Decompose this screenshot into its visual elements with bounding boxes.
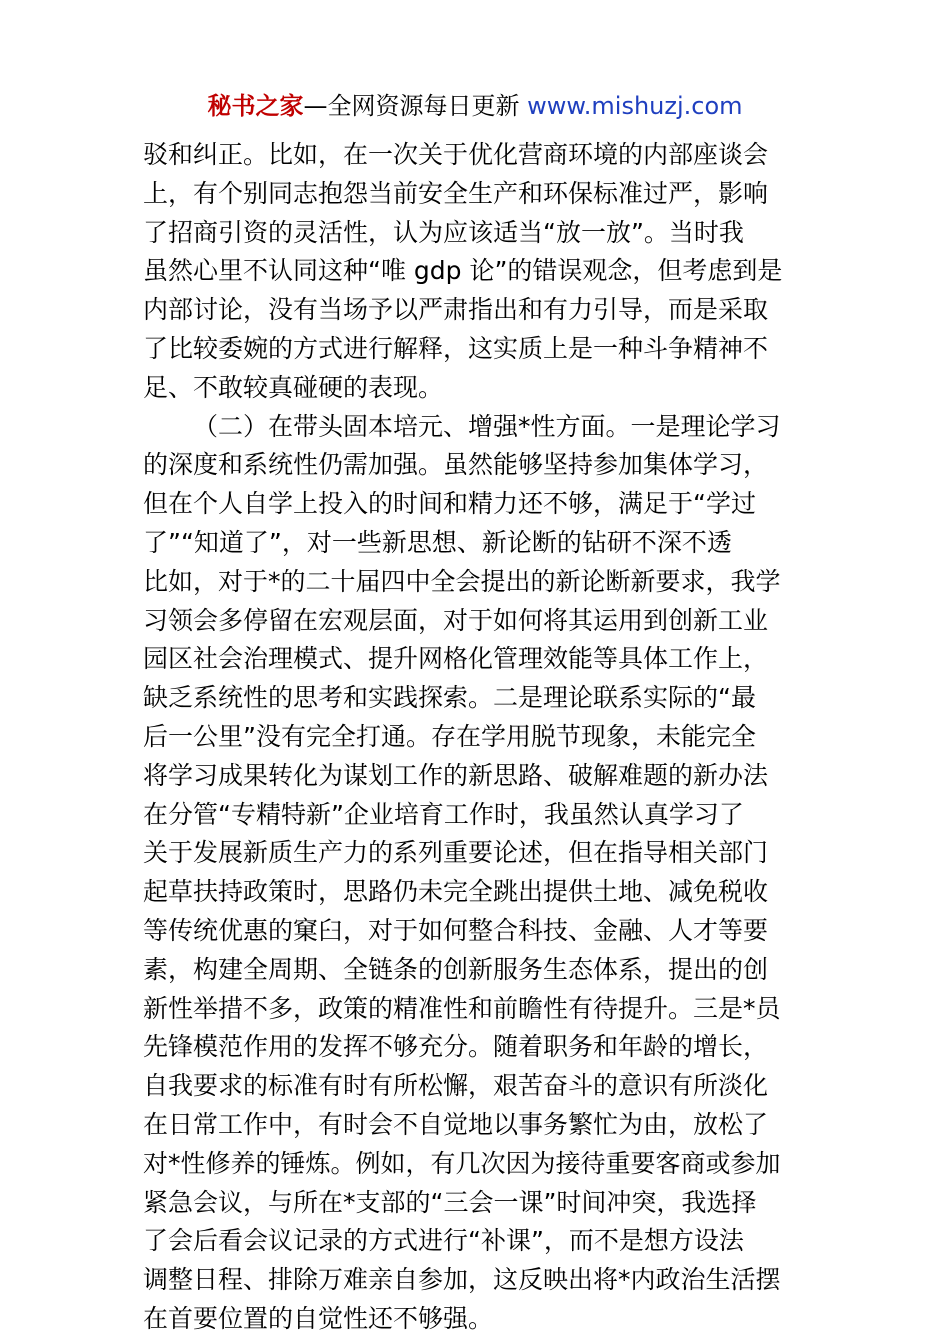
text-line: 了招商引资的灵活性，认为应该适当“放一放”。当时我 xyxy=(143,217,744,247)
header-url[interactable]: www.mishuzj.com xyxy=(527,92,743,120)
text-line: 内部讨论，没有当场予以严肃指出和有力引导，而是采取 xyxy=(143,295,769,325)
text-line: 了会后看会议记录的方式进行“补课”，而不是想方设法 xyxy=(143,1226,744,1256)
text-line: 比如，对于*的二十届四中全会提出的新论断新要求，我学 xyxy=(143,566,781,596)
header-slogan: —全网资源每日更新 xyxy=(303,92,528,120)
brand-name: 秘书之家 xyxy=(207,92,304,120)
text-line: 将学习成果转化为谋划工作的新思路、破解难题的新办法 xyxy=(143,760,769,790)
text-line: 了比较委婉的方式进行解释，这实质上是一种斗争精神不 xyxy=(143,333,769,363)
text-line: 起草扶持政策时，思路仍未完全跳出提供土地、减免税收 xyxy=(143,877,769,907)
text-line: 先锋模范作用的发挥不够充分。随着职务和年龄的增长， xyxy=(143,1032,769,1062)
text-line: 素，构建全周期、全链条的创新服务生态体系，提出的创 xyxy=(143,954,769,984)
document-body xyxy=(143,136,823,1339)
text-line: 习领会多停留在宏观层面，对于如何将其运用到创新工业 xyxy=(143,605,769,635)
text-line: 的深度和系统性仍需加强。虽然能够坚持参加集体学习， xyxy=(143,450,769,480)
text-line: 足、不敢较真碰硬的表现。 xyxy=(143,372,444,402)
text-line: 新性举措不多，政策的精准性和前瞻性有待提升。三是*员 xyxy=(143,993,781,1023)
text-line: 在日常工作中，有时会不自觉地以事务繁忙为由，放松了 xyxy=(143,1109,769,1139)
text-line: 关于发展新质生产力的系列重要论述，但在指导相关部门 xyxy=(143,838,769,868)
text-line: 了”“知道了”，对一些新思想、新论断的钻研不深不透 xyxy=(143,527,732,557)
text-line: 调整日程、排除万难亲自参加，这反映出将*内政治生活摆 xyxy=(143,1265,781,1295)
text-line: 缺乏系统性的思考和实践探索。二是理论联系实际的“最 xyxy=(143,683,756,713)
text-line: 后一公里”没有完全打通。存在学用脱节现象，未能完全 xyxy=(143,721,756,751)
text-line: 自我要求的标准有时有所松懈，艰苦奋斗的意识有所淡化 xyxy=(143,1071,769,1101)
text-line: 驳和纠正。比如，在一次关于优化营商环境的内部座谈会 xyxy=(143,140,769,169)
text-line: 园区社会治理模式、提升网格化管理效能等具体工作上， xyxy=(143,644,769,674)
text-line: 紧急会议，与所在*支部的“三会一课”时间冲突，我选择 xyxy=(143,1187,757,1217)
page-header xyxy=(0,90,950,122)
text-line: 上，有个别同志抱怨当前安全生产和环保标准过严，影响 xyxy=(143,178,769,208)
text-line: 在首要位置的自觉性还不够强。 xyxy=(143,1303,494,1333)
text-line: 虽然心里不认同这种“唯 gdp 论”的错误观念，但考虑到是 xyxy=(143,256,783,286)
text-line: 对*性修养的锤炼。例如，有几次因为接待重要客商或参加 xyxy=(143,1148,781,1178)
text-line: 但在个人自学上投入的时间和精力还不够，满足于“学过 xyxy=(143,489,756,519)
text-line: 在分管“专精特新”企业培育工作时，我虽然认真学习了 xyxy=(143,799,744,829)
section-heading-line: （二）在带头固本培元、增强*性方面。一是理论学习 xyxy=(193,411,781,441)
text-line: 等传统优惠的窠臼，对于如何整合科技、金融、人才等要 xyxy=(143,915,769,945)
